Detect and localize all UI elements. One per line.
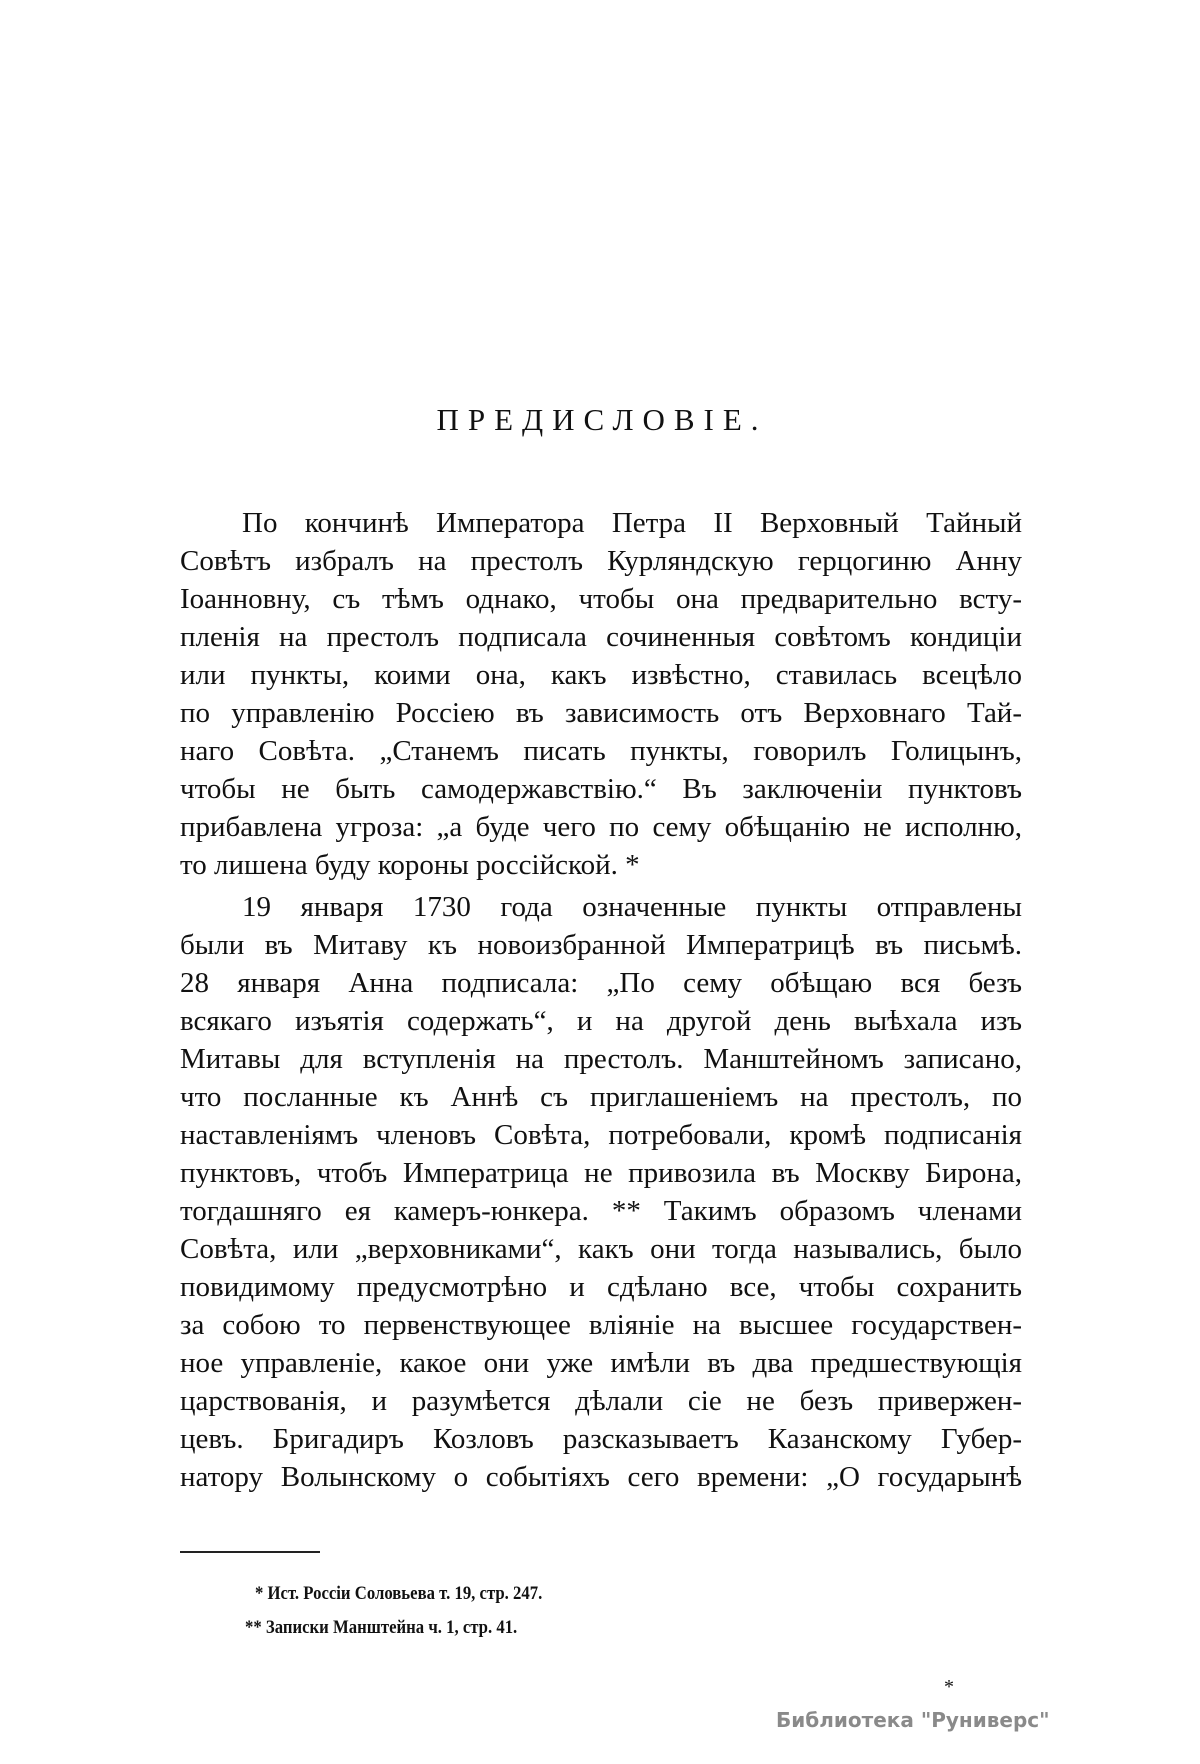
- text-line: наго Совѣта. „Станемъ писать пункты, говорилъ Голицынъ,: [180, 735, 1022, 767]
- text-line: были въ Митаву къ новоизбранной Императрицѣ въ письмѣ.: [180, 929, 1022, 961]
- text-line: за собою то первенствующее вліяніе на высшее государствен-: [180, 1309, 1022, 1341]
- text-line: ное управленіе, какое они уже имѣли въ два предшествующія: [180, 1347, 1022, 1379]
- text-line: наставленіямъ членовъ Совѣта, потребовали, кромѣ подписанія: [180, 1119, 1022, 1151]
- footnote-1: * Ист. Россіи Соловьева т. 19, стр. 247.: [255, 1583, 543, 1604]
- text-line: Іоанновну, съ тѣмъ однако, чтобы она предварительно всту-: [180, 583, 1022, 615]
- text-line: 19 января 1730 года означенные пункты отправлены: [242, 891, 1022, 923]
- text-line: По кончинѣ Императора Петра II Верховный Тайный: [242, 507, 1022, 539]
- text-line: 28 января Анна подписала: „По сему обѣщаю вся безъ: [180, 967, 1022, 999]
- paragraph: [180, 888, 1022, 1496]
- text-line: Совѣта, или „верховниками“, какъ они тогда назывались, было: [180, 1233, 1022, 1265]
- text-line: или пункты, коими она, какъ извѣстно, ставилась всецѣло: [180, 659, 1022, 691]
- text-line: пунктовъ, чтобъ Императрица не привозила въ Москву Бирона,: [180, 1157, 1022, 1189]
- text-line: пленія на престолъ подписала сочиненныя совѣтомъ кондиціи: [180, 621, 1022, 653]
- page-title: ПРЕДИСЛОВІЕ.: [436, 402, 768, 437]
- body-text: [180, 504, 1022, 1496]
- text-line: что посланные къ Аннѣ съ приглашеніемъ на престолъ, по: [180, 1081, 1022, 1113]
- text-line: по управленію Россіею въ зависимость отъ Верховнаго Тай-: [180, 697, 1022, 729]
- watermark: Библиотека "Руниверс": [776, 1708, 1050, 1732]
- text-line: Митавы для вступленія на престолъ. Манштейномъ записано,: [180, 1043, 1022, 1075]
- text-line: прибавлена угроза: „а буде чего по сему обѣщанію не исполню,: [180, 811, 1022, 843]
- text-line: царствованія, и разумѣется дѣлали сіе не безъ привержен-: [180, 1385, 1022, 1417]
- paragraph: [180, 504, 1022, 884]
- text-line: тогдашняго ея камеръ-юнкера. ** Такимъ образомъ членами: [180, 1195, 1022, 1227]
- footnote-divider: [180, 1551, 320, 1553]
- text-line: цевъ. Бригадиръ Козловъ разсказываетъ Казанскому Губер-: [180, 1423, 1022, 1455]
- text-line: чтобы не быть самодержавствію.“ Въ заключеніи пунктовъ: [180, 773, 1022, 805]
- text-line: повидимому предусмотрѣно и сдѣлано все, чтобы сохранить: [180, 1271, 1022, 1303]
- text-line: натору Волынскому о событіяхъ сего времени: „О государынѣ: [180, 1461, 1022, 1493]
- text-line: Совѣтъ избралъ на престолъ Курляндскую герцогиню Анну: [180, 545, 1022, 577]
- text-line: всякаго изъятія содержать“, и на другой день выѣхала изъ: [180, 1005, 1022, 1037]
- signature-mark: *: [944, 1676, 954, 1698]
- text-line: то лишена буду короны россійской. *: [180, 849, 640, 881]
- footnote-2: ** Записки Манштейна ч. 1, стр. 41.: [245, 1617, 518, 1638]
